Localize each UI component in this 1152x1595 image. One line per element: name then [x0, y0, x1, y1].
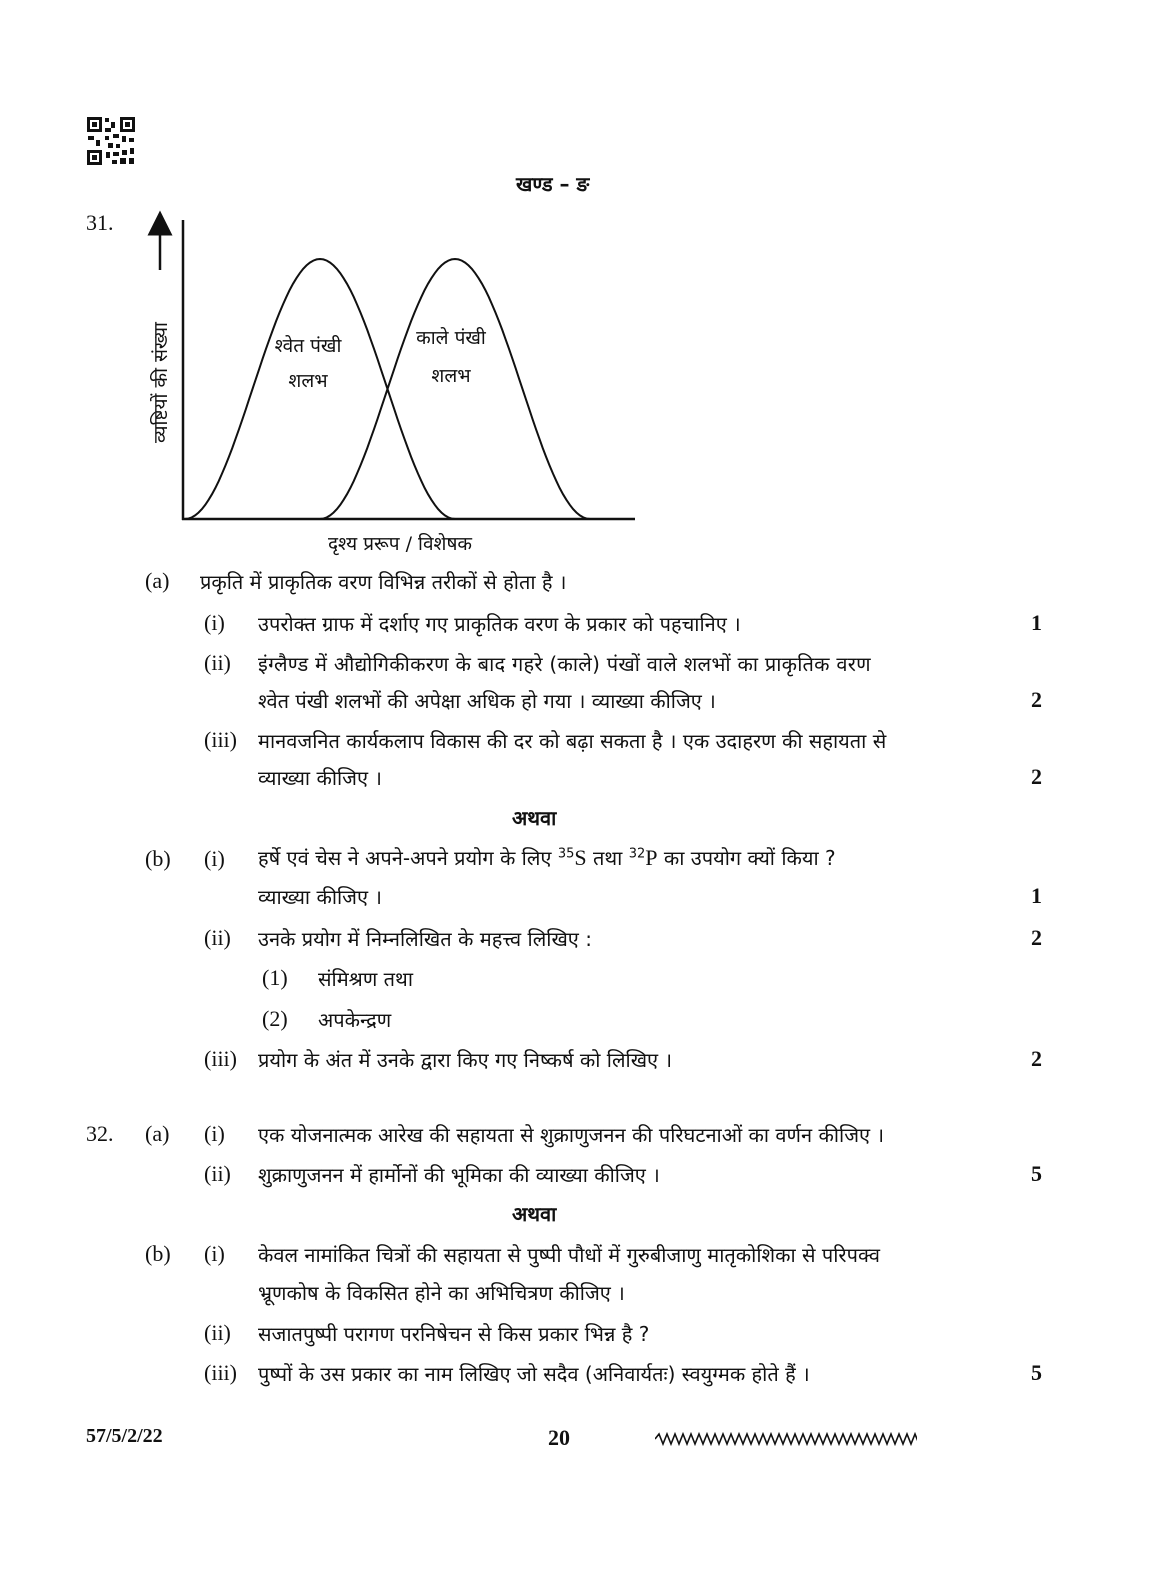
q31-b-iii-label: (iii) — [204, 1046, 237, 1071]
question-number-32: 32. — [86, 1121, 114, 1146]
moth-selection-chart — [140, 205, 650, 560]
white-moth-label-line1: श्वेत पंखी — [274, 335, 342, 357]
q31-b-ii-sub1-label: (1) — [262, 965, 288, 990]
white-moth-label-line2: शलभ — [288, 370, 328, 392]
black-moth-label-line2: शलभ — [431, 365, 471, 387]
q32-a-ii-label: (ii) — [204, 1161, 231, 1186]
black-moth-label-line1: काले पंखी — [416, 327, 486, 349]
q32-b-iii-text: पुष्पों के उस प्रकार का नाम लिखिए जो सदैव (अनिवार्यतः) स्वयुग्मक होते हैं । — [258, 1362, 810, 1386]
question-number-31: 31. — [86, 210, 114, 235]
isotope-phosphorus-mass: 32 — [628, 846, 646, 862]
q31-b-i-label: (i) — [204, 846, 225, 871]
black-moth-curve — [320, 259, 590, 519]
q31-b-i-marks: 1 — [1031, 883, 1042, 908]
q31-a-ii-label: (ii) — [204, 650, 231, 675]
q31-b-i-mid: तथा — [592, 846, 623, 870]
y-axis-label: व्यष्टियों की संख्या — [150, 322, 172, 443]
q31-b-label: (b) — [145, 846, 171, 871]
q32-b-ii-text: सजातपुष्पी परागण परनिषेचन से किस प्रकार भिन्न है ? — [258, 1322, 650, 1346]
q31-a-ii-line2: श्वेत पंखी शलभों की अपेक्षा अधिक हो गया । व्याख्या कीजिए । — [258, 689, 716, 713]
q31-b-iii-text: प्रयोग के अंत में उनके द्वारा किए गए निष्कर्ष को लिखिए । — [258, 1048, 673, 1072]
q31-a-iii-line1: मानवजनित कार्यकलाप विकास की दर को बढ़ा सकता है । एक उदाहरण की सहायता से — [258, 729, 887, 753]
qr-code — [86, 116, 136, 166]
q32-or: अथवा — [512, 1202, 557, 1226]
q31-a-stem: प्रकृति में प्राकृतिक वरण विभिन्न तरीकों से होता है । — [200, 570, 567, 594]
q32-b-i-line1: केवल नामांकित चित्रों की सहायता से पुष्पी पौधों में गुरुबीजाणु मातृकोशिका से परिपक्व — [258, 1243, 880, 1267]
q32-a-i-text: एक योजनात्मक आरेख की सहायता से शुक्राणुजनन की परिघटनाओं का वर्णन कीजिए । — [258, 1123, 885, 1147]
q31-b-i-line2: व्याख्या कीजिए । — [258, 885, 383, 909]
q31-a-i-label: (i) — [204, 610, 225, 635]
q32-b-ii-label: (ii) — [204, 1320, 231, 1345]
q32-a-label: (a) — [145, 1121, 170, 1146]
q32-b-i-line2: भ्रूणकोष के विकसित होने का अभिचित्रण कीजिए । — [258, 1281, 625, 1305]
q31-a-ii-line1: इंग्लैण्ड में औद्योगिकीकरण के बाद गहरे (काले) पंखों वाले शलभों का प्राकृतिक वरण — [258, 652, 871, 676]
q31-a-i-marks: 1 — [1031, 610, 1042, 635]
x-axis-label: दृश्य प्ररूप / विशेषक — [327, 533, 473, 555]
q31-a-iii-label: (iii) — [204, 727, 237, 752]
isotope-sulfur-mass: 35 — [557, 846, 575, 862]
footer-code: 57/5/2/22 — [86, 1425, 163, 1447]
q32-a-i-label: (i) — [204, 1121, 225, 1146]
q31-a-ii-marks: 2 — [1031, 687, 1042, 712]
q32-b-label: (b) — [145, 1241, 171, 1266]
q32-b-iii-marks: 5 — [1031, 1360, 1042, 1385]
q31-b-i-line1 — [258, 844, 836, 871]
q31-b-iii-marks: 2 — [1031, 1046, 1042, 1071]
q31-b-ii-label: (ii) — [204, 925, 231, 950]
isotope-sulfur-symbol: S — [574, 845, 587, 870]
q32-a-ii-text: शुक्राणुजनन में हार्मोनों की भूमिका की व्याख्या कीजिए । — [258, 1163, 660, 1187]
q31-a-iii-marks: 2 — [1031, 764, 1042, 789]
q32-a-ii-marks: 5 — [1031, 1161, 1042, 1186]
q31-b-ii-marks: 2 — [1031, 925, 1042, 950]
decorative-wave — [655, 1432, 917, 1446]
q31-a-iii-line2: व्याख्या कीजिए । — [258, 766, 383, 790]
q31-b-ii-text: उनके प्रयोग में निम्नलिखित के महत्त्व लिखिए : — [258, 927, 592, 951]
q31-or: अथवा — [512, 806, 557, 830]
q31-b-ii-sub2: अपकेन्द्रण — [318, 1008, 392, 1032]
q31-b-i-post: का उपयोग क्यों किया ? — [663, 846, 836, 870]
page-number: 20 — [548, 1425, 570, 1450]
q31-b-i-pre: हर्षे एवं चेस ने अपने-अपने प्रयोग के लिए — [258, 846, 552, 870]
q31-a-i-text: उपरोक्त ग्राफ में दर्शाए गए प्राकृतिक वरण के प्रकार को पहचानिए । — [258, 612, 741, 636]
q31-b-ii-sub2-label: (2) — [262, 1006, 288, 1031]
isotope-phosphorus-symbol: P — [645, 845, 658, 870]
q31-b-ii-sub1: संमिश्रण तथा — [318, 967, 413, 991]
q32-b-iii-label: (iii) — [204, 1360, 237, 1385]
q32-b-i-label: (i) — [204, 1241, 225, 1266]
section-title: खण्ड – ङ — [516, 172, 590, 196]
q31-a-label: (a) — [145, 568, 170, 593]
